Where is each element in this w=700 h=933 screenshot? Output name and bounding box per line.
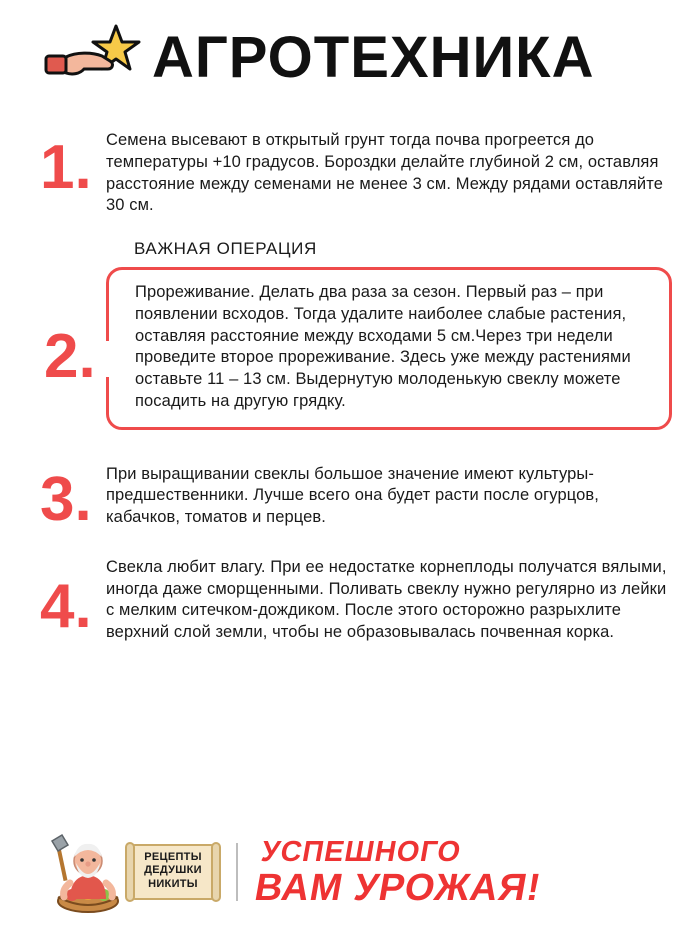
step-number-col-4 bbox=[28, 553, 106, 641]
slogan-line-2: ВАМ УРОЖАЯ! bbox=[251, 866, 545, 909]
grandpa-with-shovel-icon bbox=[44, 829, 130, 915]
slogan-line-1: УСПЕШНОГО bbox=[258, 835, 464, 868]
step-body-1 bbox=[106, 126, 672, 217]
subheading-important-operation: ВАЖНАЯ ОПЕРАЦИЯ bbox=[134, 239, 317, 259]
step-number-4: 4. bbox=[40, 571, 92, 641]
callout-notch bbox=[102, 341, 114, 377]
step-number-2: 2. bbox=[40, 329, 100, 385]
page-title: АГРОТЕХНИКА bbox=[152, 25, 595, 90]
step-number-col-1 bbox=[28, 126, 106, 202]
step-item-1 bbox=[28, 126, 672, 217]
step-number-col-3 bbox=[28, 460, 106, 534]
hand-with-star-icon bbox=[40, 22, 148, 94]
step-item-3 bbox=[28, 460, 672, 534]
step-number-1: 1. bbox=[40, 133, 92, 202]
step-number-3: 3. bbox=[40, 464, 92, 534]
footer-divider bbox=[236, 843, 238, 901]
step-text-4: Свекла любит влагу. При ее недостатке корнеплоды получатся вялыми, иногда даже сморщенными. Поливать свеклу нужно регулярно из лейки с мелким ситечком-дождиком. После этого осторожно разрыхлите верхний слой земли, чтобы не образовывалась почвенная корка. bbox=[106, 557, 667, 642]
steps-list bbox=[0, 104, 700, 644]
step-body-4 bbox=[106, 553, 672, 644]
footer-slogan bbox=[251, 835, 550, 909]
page-header bbox=[0, 0, 700, 104]
step-text-1: Семена высевают в открытый грунт тогда почва прогреется до температуры +10 градусов. Бороздки делайте глубиной 2 см, оставляя расстояние между семенами не менее 3 см. Между рядами оставляйте 30 см. bbox=[106, 131, 663, 215]
step-text-3: При выращивании свеклы большое значение имеют культуры-предшественники. Лучше всего она будет расти после огурцов, кабачков, томатов и перцев. bbox=[106, 464, 599, 527]
step-callout-box-2 bbox=[106, 267, 672, 430]
page-footer bbox=[0, 829, 700, 915]
step-body-3 bbox=[106, 460, 672, 529]
brand-scroll-label bbox=[124, 841, 222, 903]
step-item-4 bbox=[28, 553, 672, 644]
step-item-2 bbox=[28, 267, 672, 430]
step-text-2: Прореживание. Делать два раза за сезон. Первый раз – при появлении всходов. Тогда удалите наиболее слабые растения, оставляя расстояние между всходами 5 см.Через три недели проведите второе прореживание. Здесь уже между растениями оставьте 11 – 13 см. Выдернутую молоденькую свеклу можете посадить на другую грядку. bbox=[135, 283, 631, 410]
brand-scroll-text: РЕЦЕПТЫ ДЕДУШКИ НИКИТЫ bbox=[144, 851, 202, 890]
